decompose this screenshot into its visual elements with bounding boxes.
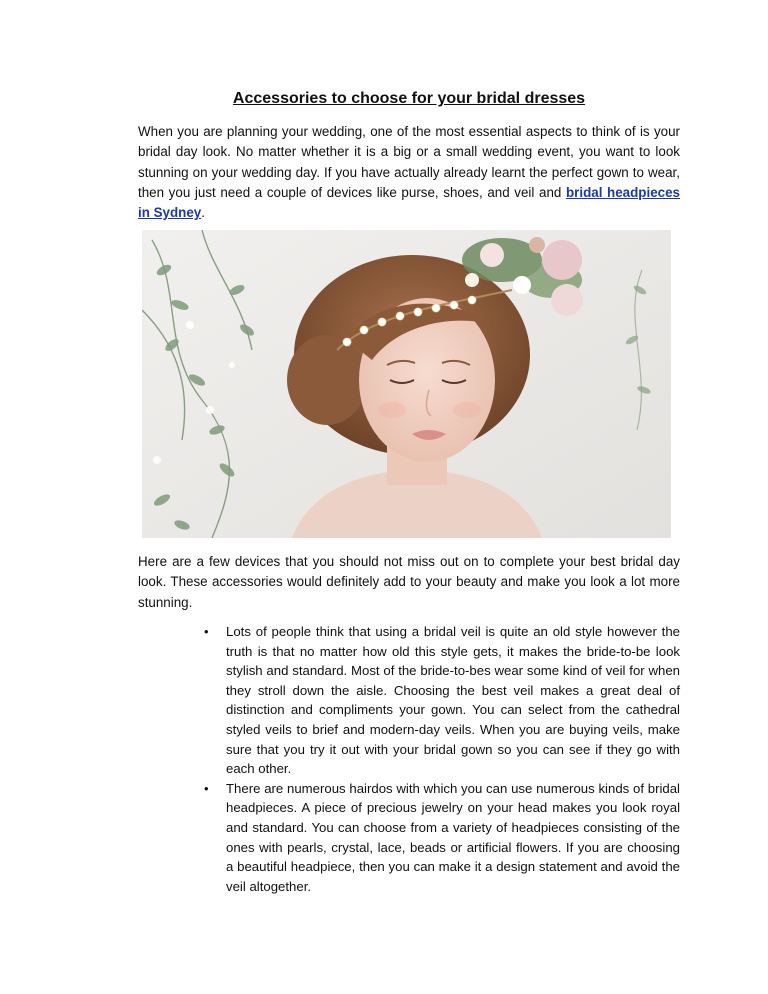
bullet-icon: • (204, 624, 209, 639)
list-item-text: Lots of people think that using a bridal veil is quite an old style however the truth is that no matter how old this style gets, it makes the bride-to-be look stylish and standard. Most of the bride-to-bes wear some kind of veil for when they stroll down the aisle. Choosing the best veil makes a great deal of distinction and compliments your gown. You can select from the cathedral styled veils to brief and modern-day veils. When you are buying veils, make sure that you try it out with your bridal gown so you can see if they go with each other. (226, 624, 680, 777)
bridal-headpieces-link[interactable]: bridal headpieces in Sydney (138, 184, 680, 221)
list-item (200, 779, 680, 897)
document-page (138, 88, 680, 223)
list-item (200, 622, 680, 779)
intro-paragraph (138, 122, 680, 223)
bride-photo-illustration (142, 230, 671, 538)
document-title: Accessories to choose for your bridal dresses (232, 90, 586, 107)
intro-end: . (201, 205, 205, 221)
second-paragraph: Here are a few devices that you should not miss out on to complete your best bridal day look. These accessories would definitely add to your beauty and make you look a lot more stunning. (138, 554, 680, 610)
bride-photo (142, 230, 671, 538)
intro-text: When you are planning your wedding, one of the most essential aspects to think of is your bridal day look. No matter whether it is a big or a small wedding event, you want to look stunning on your wedding day. If you have actually already learnt the perfect gown to wear, then you just need a couple of devices like purse, shoes, and veil and (138, 124, 680, 200)
list-item-text: There are numerous hairdos with which you can use numerous kinds of bridal headpieces. A piece of precious jewelry on your head makes you look royal and standard. You can choose from a variety of headpieces consisting of the ones with pearls, crystal, lace, beads or artificial flowers. If you are choosing a beautiful headpiece, then you can make it a design statement and avoid the veil altogether. (226, 780, 680, 894)
bullet-icon: • (204, 780, 209, 796)
accessories-list (200, 622, 680, 896)
